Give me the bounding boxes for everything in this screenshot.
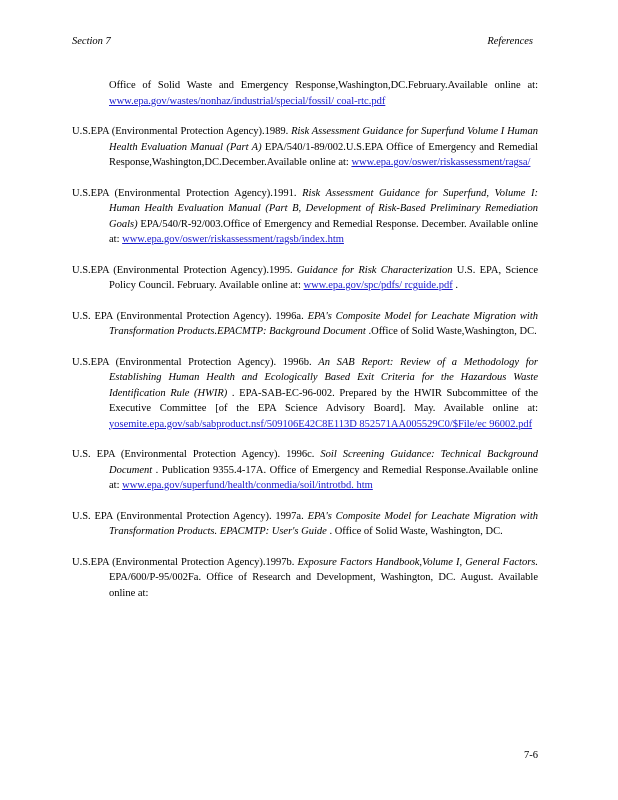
reference-link[interactable]: www.epa.gov/superfund/health/conmedia/soil/introtbd. htm — [122, 480, 373, 491]
reference-entry — [72, 186, 538, 248]
reference-text: . Publication 9355.4-17A. Office of Emergency and Remedial Response.Available online at: — [109, 464, 538, 491]
reference-title: Soil Screening Guidance: Technical Background Document — [109, 449, 538, 476]
page-header-title: References — [487, 36, 533, 47]
reference-link[interactable]: www.epa.gov/oswer/riskassessment/ragsa/ — [351, 157, 531, 168]
reference-text: EPA/540/1-89/002.U.S.EPA Office of Emergency and Remedial Response,Washington,DC.December.Available online at: — [109, 141, 538, 168]
reference-entry — [72, 263, 538, 294]
reference-text: EPA/600/P-95/002Fa. Office of Research and Development, Washington, DC. August. Available online at: — [109, 572, 538, 599]
reference-text: U.S.EPA (Environmental Protection Agency).1991. — [72, 187, 303, 199]
reference-link[interactable]: www.epa.gov/wastes/nonhaz/industrial/special/fossil/ coal-rtc.pdf — [109, 95, 386, 107]
reference-text: . — [452, 280, 458, 291]
reference-text: U.S.EPA (Environmental Protection Agency).1995. — [72, 264, 297, 276]
reference-link[interactable]: www.epa.gov/spc/pdfs/ rcguide.pdf — [303, 280, 453, 291]
page-header-section: Section 7 — [72, 36, 111, 47]
reference-text: U.S.EPA (Environmental Protection Agency).1997b. — [72, 556, 298, 568]
reference-title: Guidance for Risk Characterization — [296, 264, 453, 276]
reference-text: .Office of Solid Waste,Washington, DC. — [365, 326, 537, 337]
reference-text: . Office of Solid Waste, Washington, DC. — [326, 526, 503, 537]
reference-title: Exposure Factors Handbook,Volume I, General Factors. — [297, 556, 538, 568]
reference-text: U.S. EPA (Environmental Protection Agency). 1996a. — [72, 310, 308, 322]
reference-entry — [72, 447, 538, 494]
reference-title: EPA's Composite Model for Leachate Migration with Transformation Products. EPACMTP: User's Guide — [109, 510, 538, 537]
page-number: 7-6 — [524, 750, 538, 761]
reference-entry — [72, 509, 538, 540]
reference-text: U.S.EPA (Environmental Protection Agency). 1996b. — [72, 356, 319, 368]
reference-entry — [72, 78, 538, 109]
reference-title: Risk Assessment Guidance for Superfund Volume I Human Health Evaluation Manual (Part A) — [109, 126, 539, 153]
reference-entry — [72, 355, 538, 433]
reference-list — [72, 78, 538, 616]
reference-text: U.S. EPA (Environmental Protection Agency). 1997a. — [72, 510, 308, 522]
reference-text: U.S.EPA (Environmental Protection Agency).1989. — [72, 126, 292, 137]
reference-text: . EPA-SAB-EC-96-002. Prepared by the HWIR Subcommittee of the Executive Committee [of the EPA Science Advisory Board]. May. Available online at: — [109, 387, 538, 414]
reference-entry — [72, 309, 538, 340]
reference-title: Risk Assessment Guidance for Superfund, Volume I: Human Health Evaluation Manual (Part B, Development of Risk-Based Preliminary Remediation Goals) — [109, 187, 539, 230]
reference-link[interactable]: www.epa.gov/oswer/riskassessment/ragsb/index.htm — [122, 234, 344, 245]
reference-title: An SAB Report: Review of a Methodology for Establishing Human Health and Ecologically Based Exit Criteria for the Hazardous Waste Identification Rule (HWIR) — [109, 356, 538, 399]
reference-title: EPA's Composite Model for Leachate Migration with Transformation Products.EPACMTP: Background Document — [109, 310, 538, 337]
reference-link[interactable]: yosemite.epa.gov/sab/sabproduct.nsf/509106E42C8E113D 852571AA005529C0/$File/ec 96002.pdf — [109, 418, 533, 430]
reference-entry — [72, 124, 538, 171]
reference-text: U.S. EPA (Environmental Protection Agency). 1996c. — [72, 449, 321, 460]
reference-text: EPA/540/R-92/003.Office of Emergency and Remedial Response. December. Available online at: — [109, 218, 538, 245]
reference-entry — [72, 555, 538, 602]
reference-text: U.S. EPA, Science Policy Council. February. Available online at: — [109, 264, 538, 291]
reference-text: Office of Solid Waste and Emergency Response,Washington,DC.February.Available online at: — [109, 80, 538, 91]
